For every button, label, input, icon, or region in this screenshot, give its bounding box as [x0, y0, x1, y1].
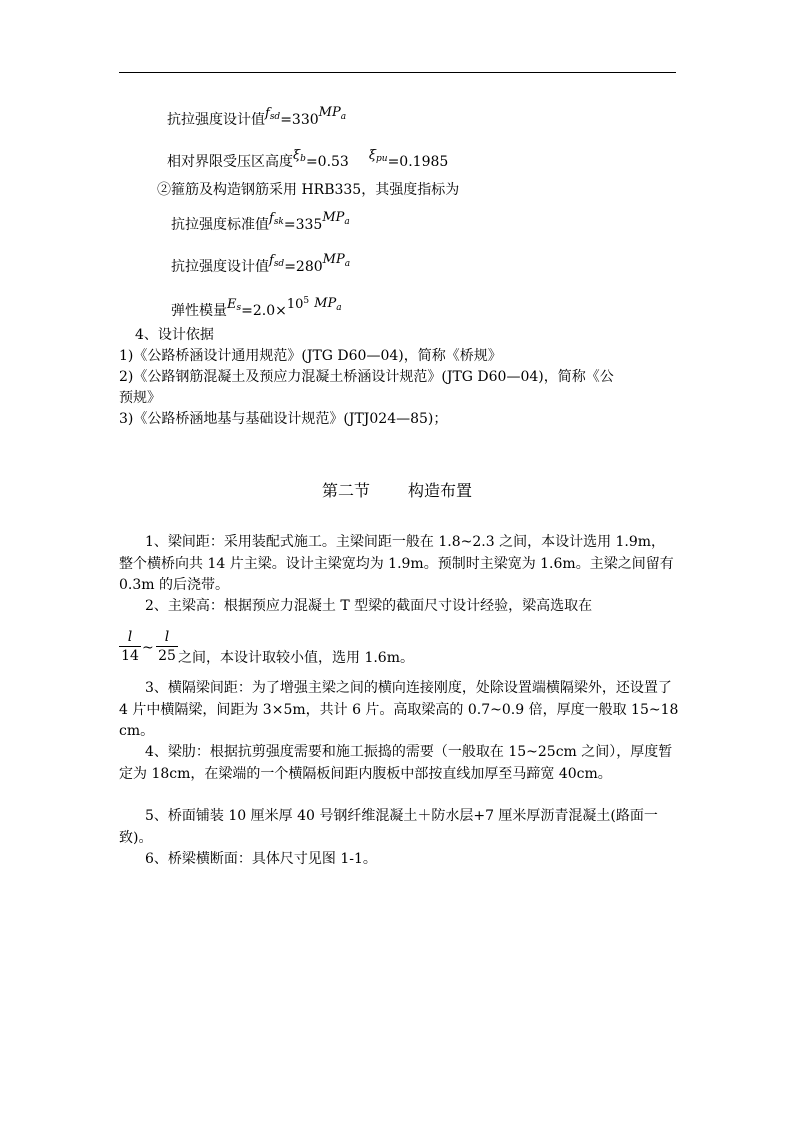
paragraph-deck-paving	[119, 806, 679, 849]
relative-height-line	[167, 148, 449, 176]
power-exp: 5	[303, 296, 310, 306]
subscript: sd	[273, 259, 285, 269]
symbol: f	[269, 253, 274, 268]
unit-main: MP	[314, 296, 337, 311]
symbol: E	[227, 297, 237, 312]
unit	[314, 296, 341, 311]
unit-sub: a	[340, 112, 347, 122]
header-rule	[119, 72, 676, 73]
section-number: 第二节	[321, 481, 370, 500]
symbol-group	[269, 252, 284, 268]
symbol-group	[269, 210, 284, 226]
paragraph-text: 2、主梁高：根据预应力混凝土 T 型梁的截面尺寸设计经验，梁高选取在	[145, 598, 593, 614]
symbol-group-1	[293, 147, 306, 163]
subscript: pu	[376, 154, 388, 164]
value: =280	[284, 259, 323, 275]
unit	[322, 210, 349, 225]
design-basis-item-3: 3)《公路桥涵地基与基础设计规范》(JTJ024—85)；	[119, 411, 448, 427]
label: 弹性模量	[171, 303, 227, 319]
paragraph-diaphragm	[119, 678, 679, 743]
label: 抗拉强度设计值	[167, 112, 265, 128]
subscript: s	[236, 303, 242, 313]
subscript: b	[300, 154, 306, 164]
symbol: ξ	[368, 148, 377, 163]
symbol-group-2	[369, 147, 388, 163]
symbol: f	[265, 106, 270, 121]
label: 抗拉强度设计值	[171, 259, 269, 275]
label: 相对界限受压区高度	[167, 154, 293, 170]
power-group	[287, 296, 309, 312]
power-base: 10	[286, 297, 304, 312]
unit	[319, 105, 346, 120]
paragraph-text: 5、桥面铺装 10 厘米厚 40 号钢纤维混凝土＋防水层+7 厘米厚沥青混凝土(路面一致)。	[119, 808, 658, 846]
value: =335	[283, 217, 323, 233]
paragraph-beam-height	[119, 596, 679, 618]
paragraph-text: 6、桥梁横断面：具体尺寸见图 1-1。	[145, 851, 377, 867]
tilde: ~	[142, 640, 154, 656]
design-basis-heading: 4、设计依据	[135, 327, 214, 343]
unit-main: MP	[318, 105, 341, 120]
unit-sub: a	[344, 217, 350, 227]
paragraph-text: 1、梁间距：采用装配式施工。主梁间距一般在 1.8~2.3 之间，本设计选用 1.9m，整个横桥向共 14 片主梁。设计主梁宽均为 1.9m。预制时主梁宽为 1.6m。主梁之间留有 0.3m 的后浇带。	[119, 534, 674, 593]
beam-height-tail: 之间，本设计取较小值，选用 1.6m。	[178, 650, 414, 666]
paragraph-cross-section	[119, 849, 679, 871]
paragraph-text: 3、横隔梁间距：为了增强主梁之间的横向连接刚度，处除设置端横隔梁外，还设置了 4 片中横隔梁，间距为 3×5m，共计 6 片。高取梁高的 0.7~0.9 倍，厚度一般取 15~18cm。	[119, 680, 679, 739]
section-name: 构造布置	[408, 481, 473, 500]
stirrup-intro: ②箍筋及构造钢筋采用 HRB335，其强度指标为	[157, 182, 460, 198]
design-basis-item-2: 2)《公路钢筋混凝土及预应力混凝土桥涵设计规范》(JTG D60—04)，简称《公	[119, 369, 614, 385]
fraction-l-over-14	[119, 628, 141, 665]
symbol: f	[269, 211, 274, 226]
symbol-group	[227, 296, 241, 312]
design-basis-item-2-cont: 预规》	[119, 390, 161, 406]
tensile-standard-line	[171, 210, 350, 240]
unit-main: MP	[322, 252, 345, 267]
label: 抗拉强度标准值	[171, 217, 269, 233]
unit-sub: a	[344, 259, 351, 269]
value: =0.53	[305, 154, 349, 170]
numerator: l	[164, 629, 170, 645]
subscript: sk	[273, 217, 284, 227]
symbol-group	[265, 105, 280, 121]
unit-main: MP	[322, 210, 345, 225]
value: =2.0×	[241, 303, 287, 319]
numerator: l	[127, 629, 133, 645]
denominator: 14	[121, 648, 139, 664]
elastic-modulus-line	[171, 298, 342, 326]
paragraph-beam-spacing	[119, 532, 679, 597]
paragraph-web	[119, 742, 679, 785]
section-title	[0, 480, 794, 502]
unit-sub: a	[336, 303, 342, 313]
value: =0.1985	[387, 154, 449, 170]
design-basis-item-1: 1)《公路桥涵设计通用规范》(JTG D60—04)，简称《桥规》	[119, 348, 502, 364]
denominator: 25	[158, 648, 176, 664]
paragraph-text: 4、梁肋：根据抗剪强度需要和施工振捣的需要（一般取在 15~25cm 之间），厚度暂定为 18cm，在梁端的一个横隔板间距内腹板中部按直线加厚至马蹄宽 40cm。	[119, 744, 673, 782]
tensile-design-line-2	[171, 252, 351, 282]
fraction-l-over-25	[156, 628, 178, 665]
tensile-design-line-1	[167, 105, 347, 135]
symbol: ξ	[293, 148, 301, 163]
subscript: sd	[269, 112, 281, 122]
unit	[323, 252, 350, 267]
value: =330	[280, 112, 319, 128]
